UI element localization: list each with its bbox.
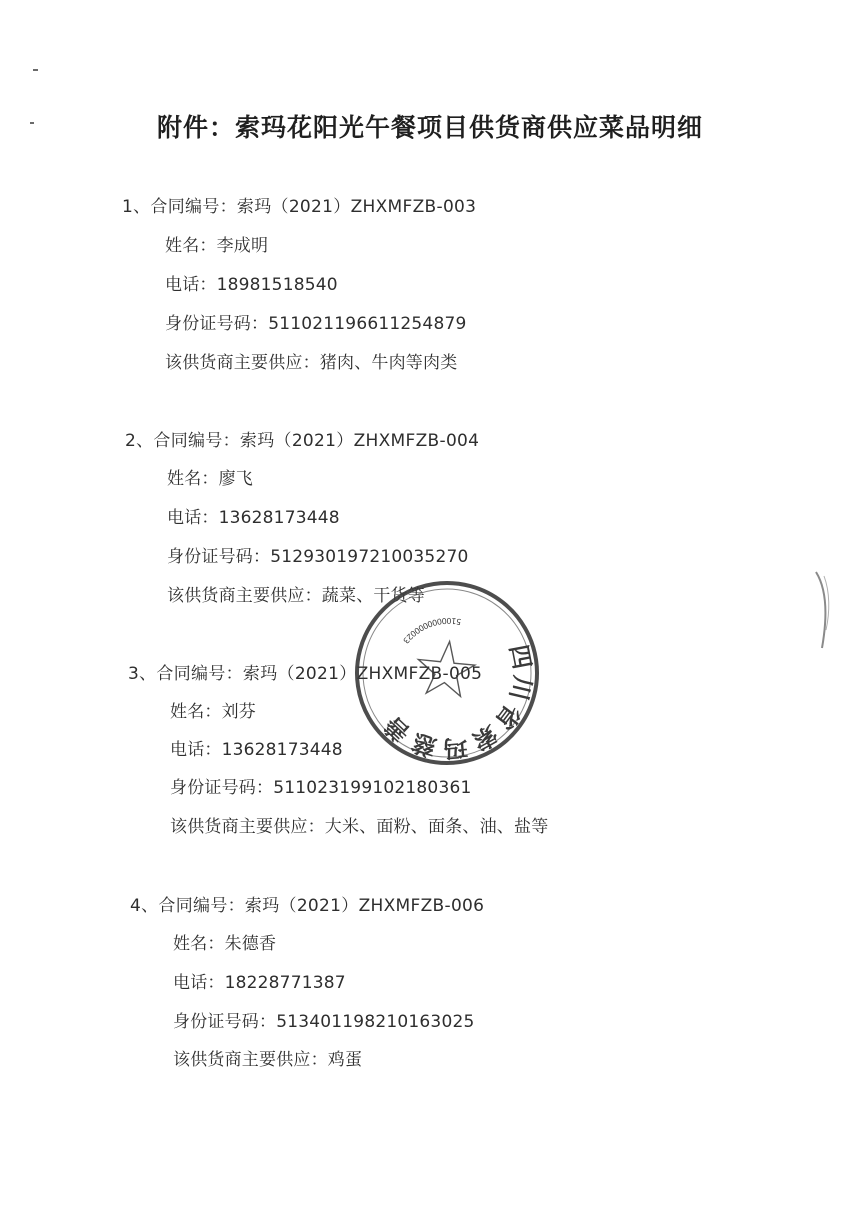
supplier-name-3: 姓名：刘芬 [170,702,256,722]
supplier-name-4: 姓名：朱德香 [173,934,277,954]
contract-number-3: 3、合同编号：索玛（2021）ZHXMFZB-005 [128,664,483,684]
supplier-supply-3: 该供货商主要供应：大米、面粉、面条、油、盐等 [170,817,549,837]
supplier-phone-4: 电话：18228771387 [173,973,346,993]
supplier-id-4: 身份证号码：513401198210163025 [173,1012,475,1032]
official-seal [352,578,542,768]
scan-edge-mark [812,570,834,650]
seal-text: 四川省索玛慈善基金会 [375,642,538,763]
contract-number-1: 1、合同编号：索玛（2021）ZHXMFZB-003 [122,197,477,217]
supplier-name-2: 姓名：廖飞 [167,469,253,489]
supplier-id-2: 身份证号码：512930197210035270 [167,547,469,567]
supplier-supply-1: 该供货商主要供应：猪肉、牛肉等肉类 [165,353,458,373]
supplier-supply-4: 该供货商主要供应：鸡蛋 [173,1050,363,1070]
supplier-id-3: 身份证号码：511023199102180361 [170,778,472,798]
supplier-phone-3: 电话：13628173448 [170,740,343,760]
supplier-id-1: 身份证号码：511021196611254879 [165,314,467,334]
contract-number-2: 2、合同编号：索玛（2021）ZHXMFZB-004 [125,431,480,451]
star-icon [410,636,485,710]
supplier-phone-1: 电话：18981518540 [165,275,338,295]
seal-code: 5100000000023 [401,615,463,646]
supplier-phone-2: 电话：13628173448 [167,508,340,528]
contract-number-4: 4、合同编号：索玛（2021）ZHXMFZB-006 [130,896,485,916]
document-title: 附件：索玛花阳光午餐项目供货商供应菜品明细 [156,113,703,142]
supplier-supply-2: 该供货商主要供应：蔬菜、干货等 [167,586,425,606]
supplier-name-1: 姓名：李成明 [165,236,269,256]
scan-speck [33,69,38,71]
